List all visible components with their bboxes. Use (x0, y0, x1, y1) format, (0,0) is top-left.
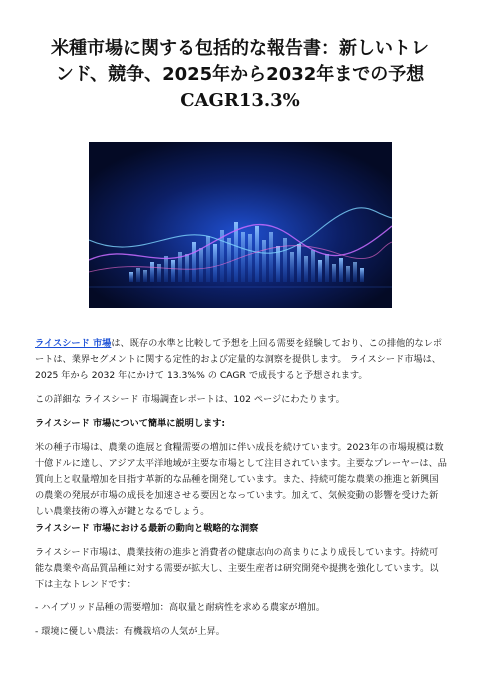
trends-heading: ライスシード 市場における最新の動向と戦略的な洞察 (35, 523, 259, 534)
hero-bar (192, 242, 196, 282)
hero-bar (318, 260, 322, 282)
hero-bar (185, 254, 189, 282)
hero-bar (311, 250, 315, 282)
hero-bar (150, 262, 154, 282)
hero-bar (213, 244, 217, 282)
hero-bar (297, 244, 301, 282)
hero-bar (199, 248, 203, 282)
page-title (20, 36, 460, 114)
hero-bar (304, 256, 308, 282)
hero-bar (325, 254, 329, 282)
hero-bar (164, 256, 168, 282)
trends-intro-paragraph: ライスシード市場は、農業技術の進歩と消費者の健康志向の高まりにより成長しています。持続可能な農業や高品質品種に対する需要が拡大し、主要生産者は研究開発や提携を強化しています。以下は主なトレンドです： (35, 547, 439, 590)
report-length-note: この詳細な ライスシード 市場調査レポートは、102 ページにわたります。 (35, 394, 345, 405)
hero-bar (143, 270, 147, 282)
hero-bar (290, 252, 294, 282)
hero-bar (255, 226, 259, 282)
intro-paragraph (35, 336, 447, 384)
intro-text: は、既存の水準と比較して予想を上回る需要を経験しており、この排他的なレポートは、業界セグメントに関する定性的および定量的な洞察を提供します。 ライスシード市場は、2025 年から 2032 年にかけて 13.3%% の CAGR で成長すると予想されます。 (35, 338, 443, 381)
hero-bar (360, 268, 364, 282)
overview-heading: ライスシード 市場について簡単に説明します: (35, 418, 226, 429)
hero-bar (248, 234, 252, 282)
title-line-1: 米種市場に関する包括的な報告書：新しいトレ (51, 38, 429, 59)
hero-bar (269, 232, 273, 282)
overview-paragraph: 米の種子市場は、農業の進展と食糧需要の増加に伴い成長を続けています。2023年の市場規模は数十億ドルに達し、アジア太平洋地域が主要な市場として注目されています。主要なプレーヤーは、品質向上と収量増加を目指す革新的な品種を開発しています。また、持続可能な農業の推進と新興国の農業の発展が市場の成長を加速させる要因となっています。加えて、気候変動の影響を受けた新しい農業技術の導入が鍵となるでしょう。 (35, 442, 447, 517)
hero-bar (346, 266, 350, 282)
hero-bar (136, 268, 140, 282)
hero-bar (262, 240, 266, 282)
hero-bar (129, 272, 133, 282)
title-line-3: CAGR13.3% (180, 90, 300, 111)
title-line-2: ンド、競争、2025年から2032年までの予想 (55, 64, 425, 85)
hero-bar (206, 236, 210, 282)
hero-bar (283, 238, 287, 282)
hero-bar (157, 264, 161, 282)
trend-bullet-1: - ハイブリッド品種の需要増加：高収量と耐病性を求める農家が増加。 (35, 602, 326, 613)
hero-bar (171, 260, 175, 282)
hero-bar (339, 258, 343, 282)
trend-bullet-2: - 環境に優しい農法：有機栽培の人気が上昇。 (35, 626, 225, 637)
hero-bar (332, 264, 336, 282)
hero-image-financial-chart (89, 142, 392, 308)
rice-seed-market-link[interactable]: ライスシード 市場 (35, 338, 112, 349)
hero-bar (353, 262, 357, 282)
